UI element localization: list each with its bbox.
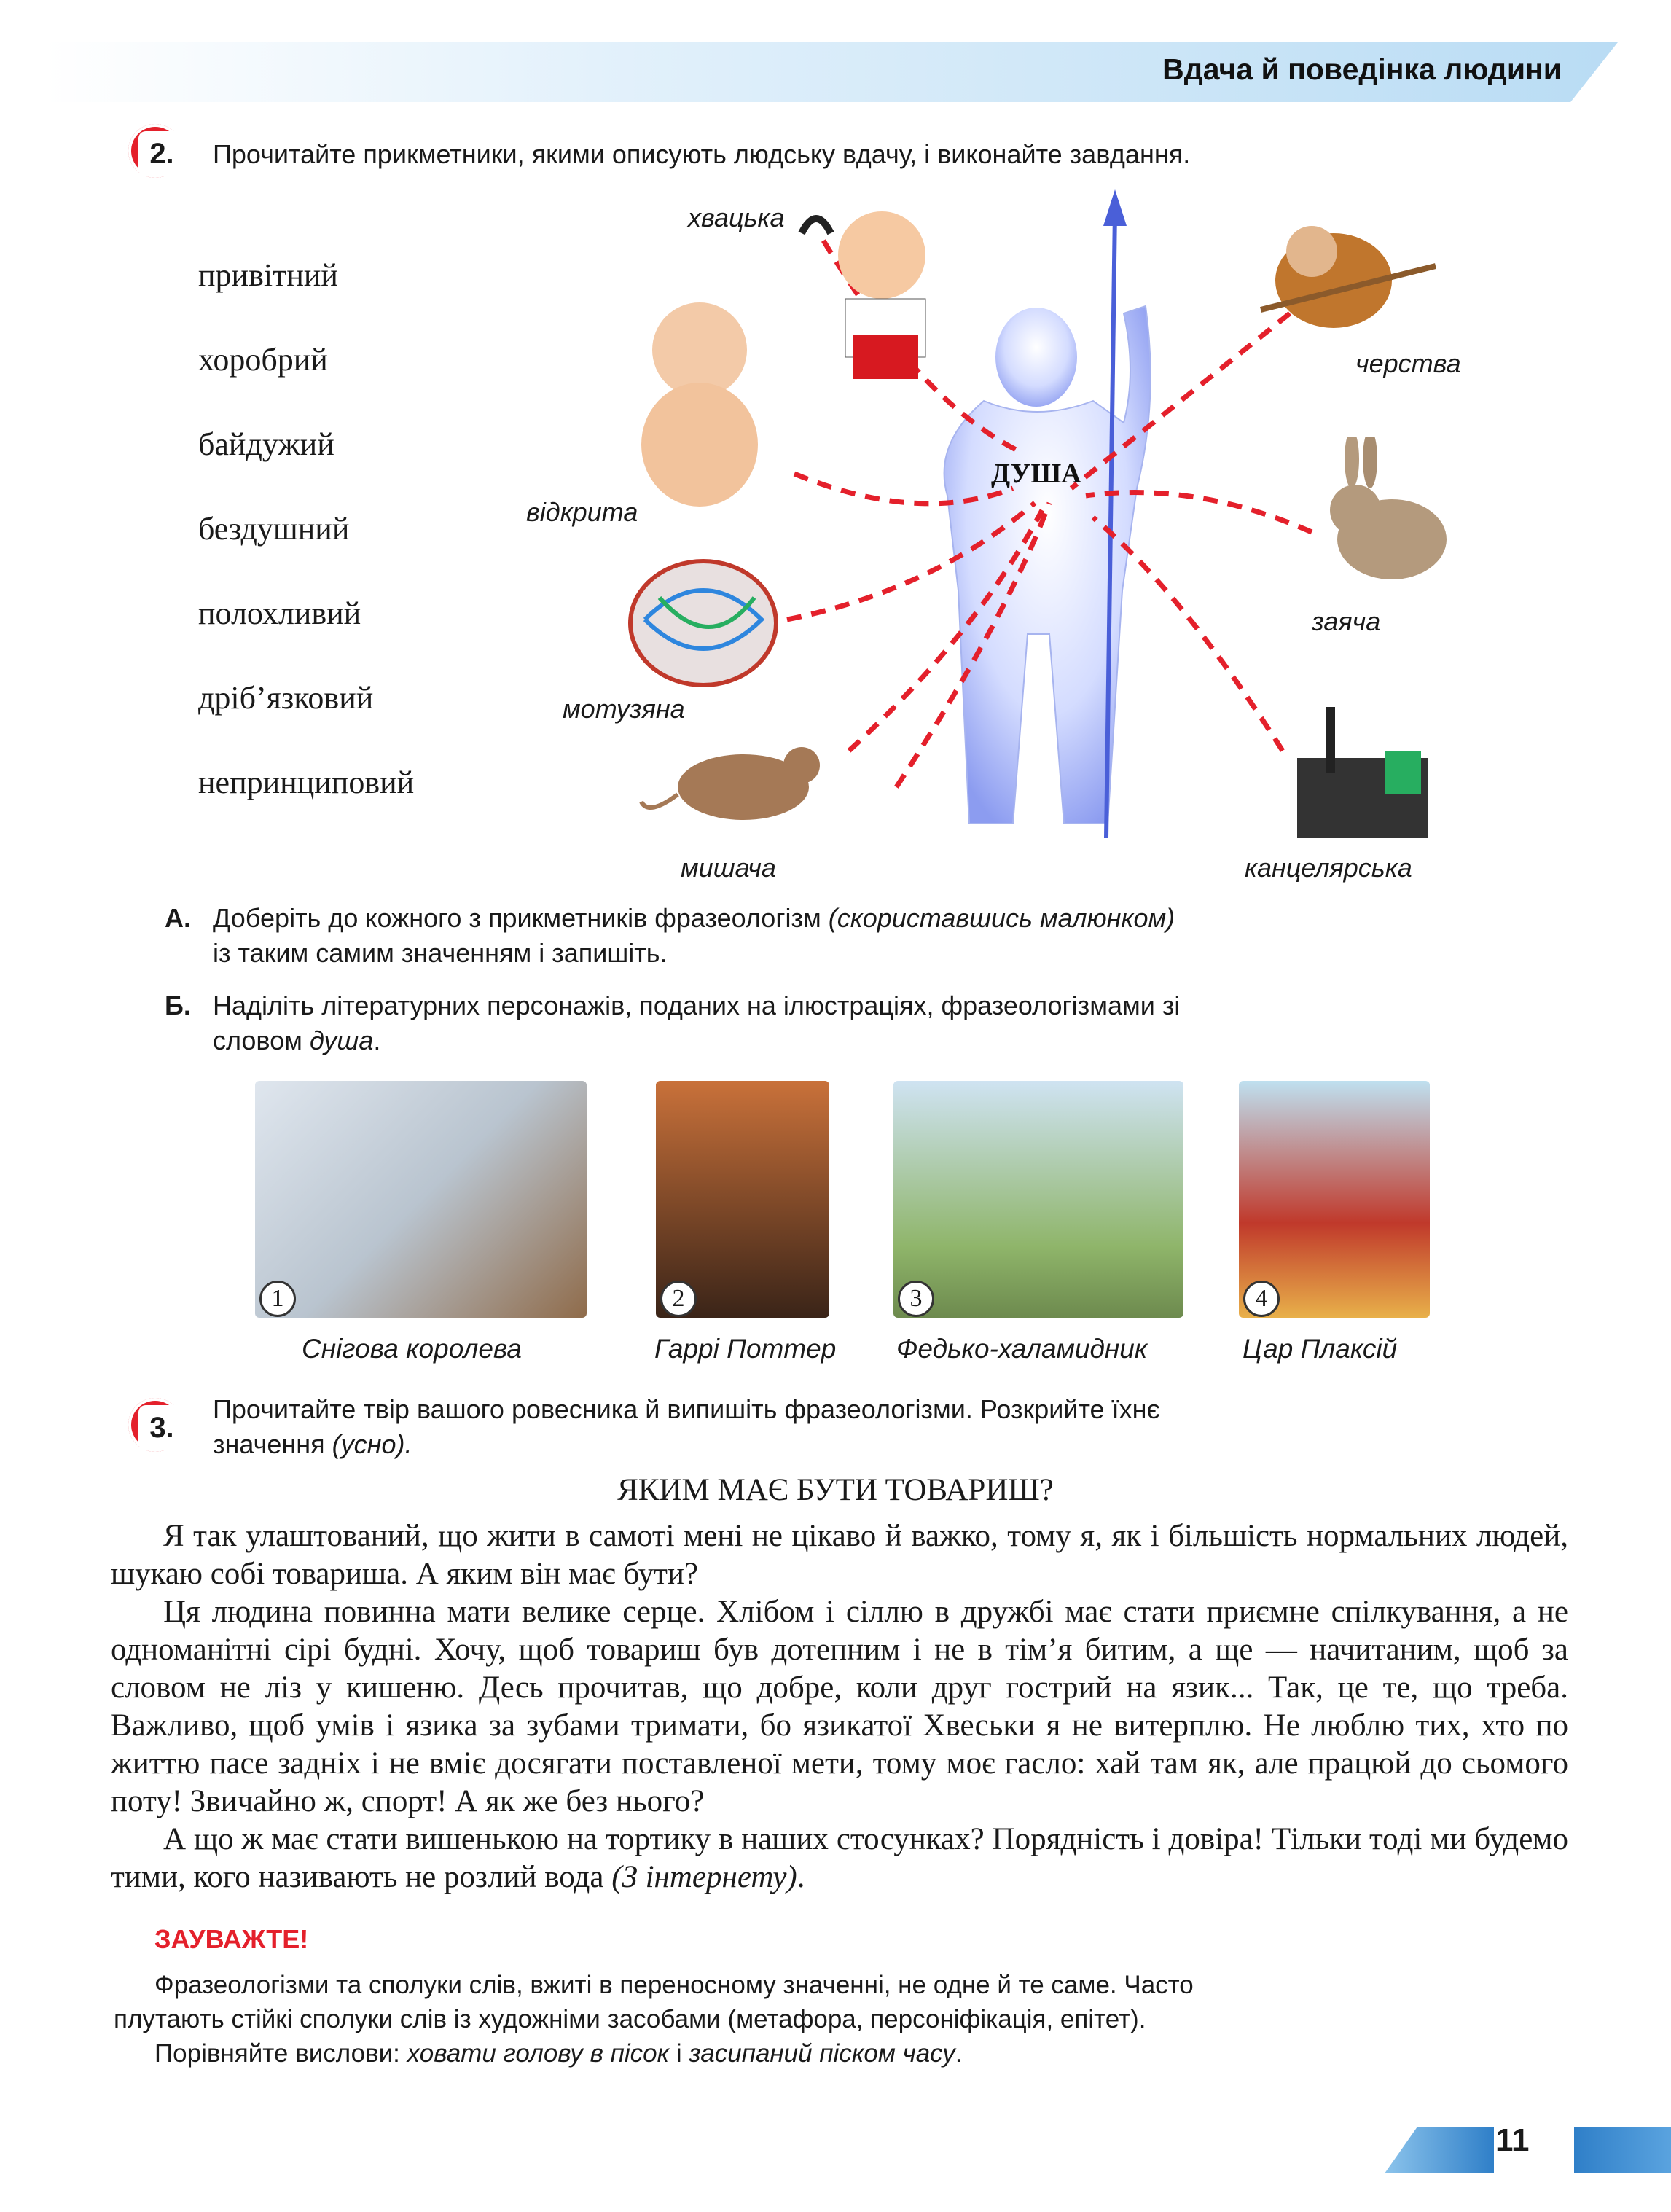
adjective-3: байдужий (198, 426, 334, 462)
sub-task-a-text-after: із таким самим значенням і запишіть. (213, 938, 668, 968)
essay-source: (З інтернету) (611, 1860, 797, 1894)
spear-tip-icon (1103, 189, 1127, 226)
essay-body (111, 1517, 1568, 1896)
character-number-3: 3 (898, 1281, 934, 1317)
task-2-number: 2. (138, 131, 185, 176)
human-figure (944, 306, 1151, 824)
note-example-1: ховати голову в пісок (407, 2039, 670, 2068)
sub-task-b-italic: душа (309, 1025, 374, 1055)
character-number-1: 1 (259, 1281, 296, 1317)
task-3-line2-italic: (усно). (332, 1429, 412, 1459)
witch-illustration (1246, 208, 1443, 368)
stationery-illustration (1283, 678, 1450, 853)
sub-task-b-text (213, 988, 1525, 1058)
character-image-3 (893, 1081, 1183, 1318)
sub-task-b (165, 988, 191, 1023)
note-line-3-end: . (955, 2039, 963, 2068)
character-image-1 (255, 1081, 587, 1318)
label-vidkryta: відкрита (526, 497, 638, 527)
sub-task-b-text-after: . (373, 1025, 381, 1055)
label-kantseliarska: канцелярська (1245, 853, 1412, 883)
mouse-illustration (634, 722, 831, 838)
note-line-1: Фразеологізми та сполуки слів, вжиті в переносному значенні, не одне й те саме. Часто (154, 1971, 1194, 1999)
sub-task-a (165, 901, 191, 936)
adjective-1: привітний (198, 257, 338, 293)
sub-task-a-letter: А. (165, 903, 191, 933)
essay-paragraph-2: Ця людина повинна мати велике серце. Хлібом і сіллю в дружбі має стати приємне спілкування, а не одноманітні сірі будні. Хочу, щоб товариш був дотепним і не в тім’я битим, а ще — начитаним, щоб за словом не ліз у кишеню. Десь прочитав, що добре, коли друг гострий на язик... Так, це те, що треба. Важливо, щоб умів і язика за зубами тримати, бо язикатої Хвеськи я не витерплю. Не люблю тих, хто по життю пасе задніх і не вміє досягати поставленої мети, тому моє гасло: хай там як, але працюй до сьомого поту! Звичайно ж, спорт! А як же без нього? (111, 1595, 1568, 1818)
note-line-3-mid: і (669, 2039, 689, 2068)
tangled-rope-illustration (623, 554, 783, 692)
cossack-illustration (787, 189, 969, 394)
essay-paragraph-3-text: А що ж має стати вишенькою на тортику в наших стосунках? Порядність і довіра! Тільки тоді ми будемо тими, кого називають не розлий вода (111, 1822, 1568, 1894)
sub-task-a-text (213, 901, 1525, 971)
label-zaiacha: заяча (1312, 606, 1381, 636)
character-caption-3: Федько-халамидник (896, 1334, 1148, 1364)
label-motuziana: мотузяна (563, 694, 685, 724)
task-3-instruction (213, 1392, 1561, 1462)
footer-band-right (1574, 2127, 1671, 2173)
label-cherstva: черства (1355, 348, 1461, 378)
essay-paragraph-1: Я так улаштований, що жити в самоті мені не цікаво й важко, тому я, як і більшість нормальних людей, шукаю собі товариша. А яким він має бути? (111, 1519, 1568, 1591)
sub-task-b-line1: Наділіть літературних персонажів, поданих на ілюстраціях, фразеологізмами зі (213, 990, 1181, 1020)
character-caption-4: Цар Плаксій (1243, 1334, 1398, 1364)
task-3-line2-before: значення (213, 1429, 332, 1459)
note-example-2: засипаний піском часу (689, 2039, 955, 2068)
note-title: ЗАУВАЖТЕ! (154, 1924, 309, 1954)
character-number-2: 2 (660, 1281, 697, 1317)
footer-band-left (1385, 2127, 1494, 2173)
task-2-badge (128, 124, 182, 178)
essay-title: ЯКИМ МАЄ БУТИ ТОВАРИШ? (617, 1473, 1054, 1507)
note-line-3-before: Порівняйте вислови: (154, 2039, 407, 2068)
rabbit-illustration (1312, 437, 1450, 590)
note-body (114, 1968, 1539, 2071)
adjective-4: бездушний (198, 511, 350, 547)
adjective-7: непринциповий (198, 765, 415, 800)
baby-illustration (619, 292, 780, 510)
character-caption-1: Снігова королева (302, 1334, 522, 1364)
soul-center-word: ДУША (991, 458, 1081, 489)
task-3-line1: Прочитайте твір вашого ровесника й випишіть фразеологізми. Розкрийте їхнє (213, 1394, 1160, 1424)
character-caption-2: Гаррі Поттер (654, 1334, 837, 1364)
adjective-2: хоробрий (198, 342, 328, 378)
character-number-4: 4 (1243, 1281, 1280, 1317)
task-2-instruction: Прочитайте прикметники, якими описують людську вдачу, і виконайте завдання. (213, 139, 1191, 169)
sub-task-b-text-before: словом (213, 1025, 310, 1055)
page-number: 11 (1495, 2122, 1530, 2158)
adjective-5: полохливий (198, 595, 361, 631)
task-3-number: 3. (138, 1405, 185, 1450)
sub-task-b-letter: Б. (165, 990, 191, 1020)
page-title: Вдача й поведінка людини (1162, 52, 1562, 86)
note-line-2: плутають стійкі сполуки слів із художніми засобами (метафора, персоніфікація, епітет). (114, 2005, 1146, 2033)
essay-paragraph-3 (111, 1821, 1568, 1896)
label-hvatska: хвацька (688, 203, 785, 232)
task-3-badge (128, 1398, 182, 1452)
sub-task-a-text-before: Доберіть до кожного з прикметників фразеологізм (213, 903, 829, 933)
essay-paragraph-3-end: . (797, 1860, 805, 1894)
label-mysha: мишача (681, 853, 776, 883)
adjective-6: дріб’язковий (198, 680, 374, 716)
sub-task-a-italic: (скориставшись малюнком) (828, 903, 1175, 933)
